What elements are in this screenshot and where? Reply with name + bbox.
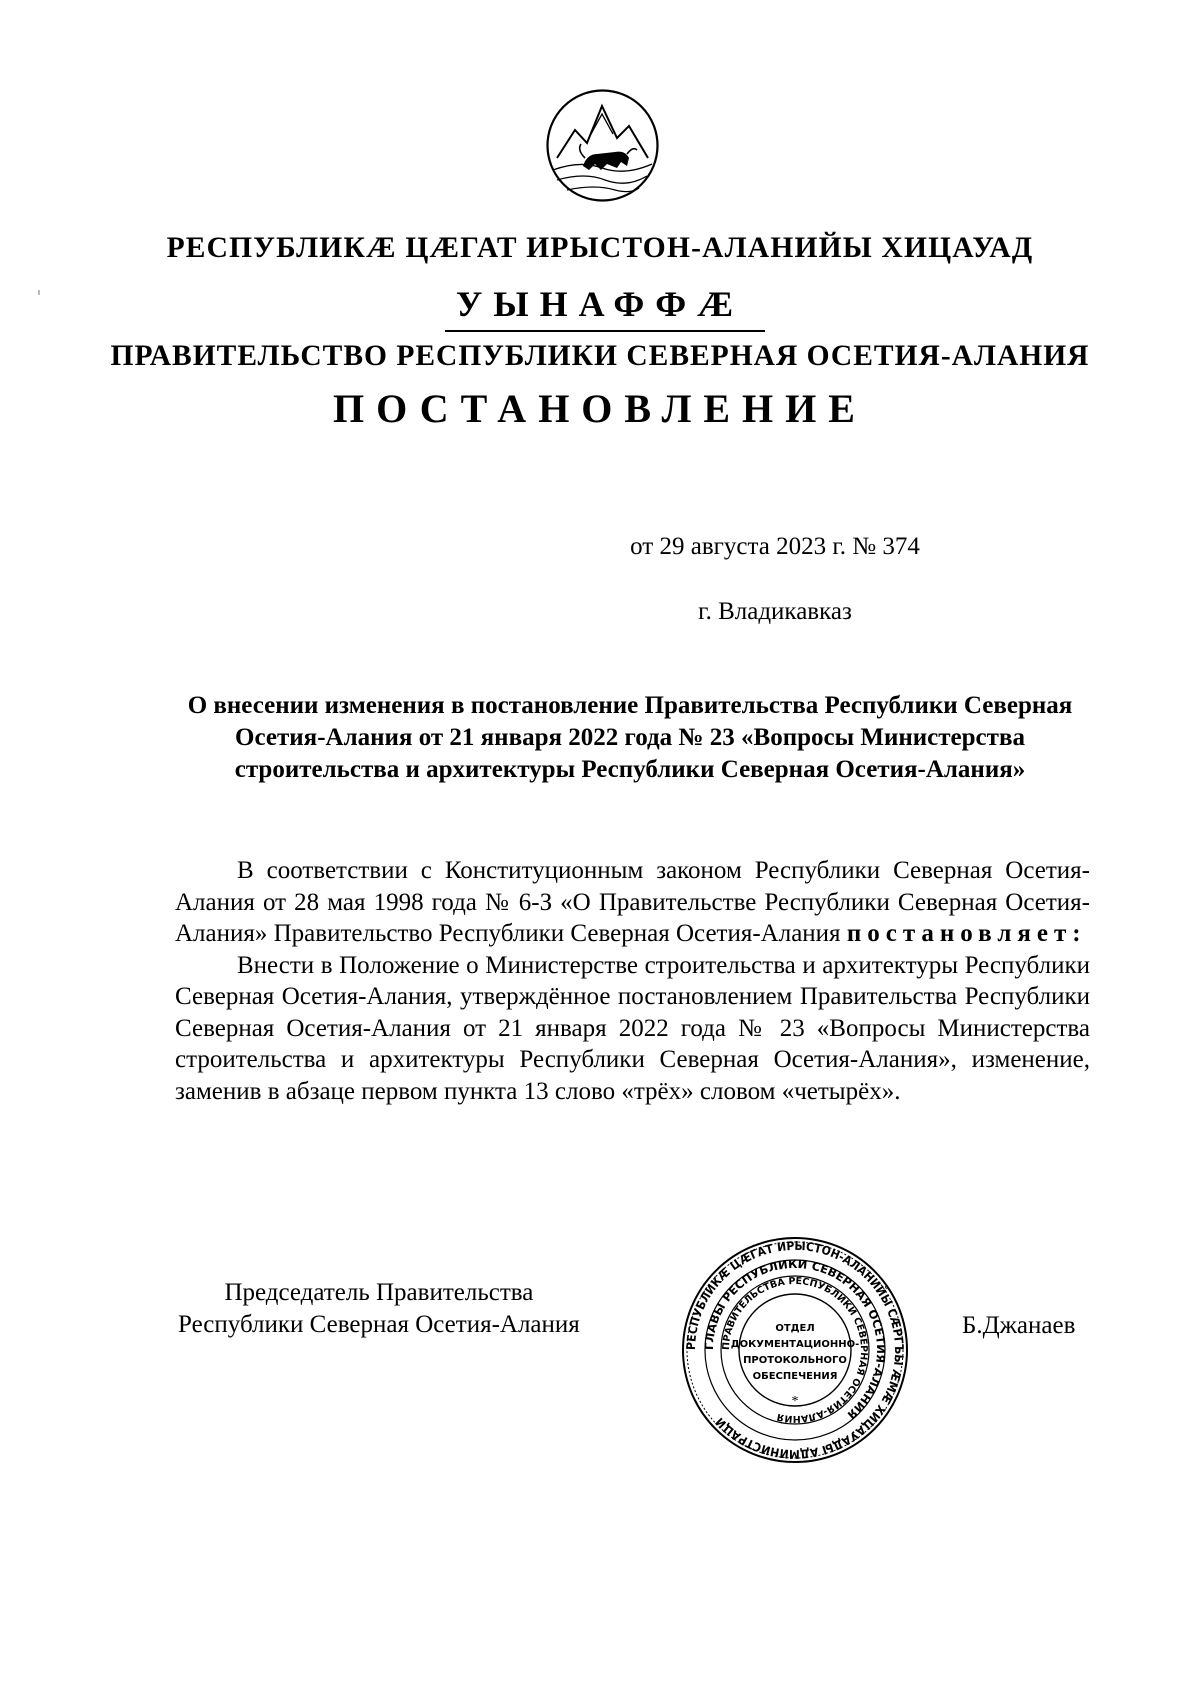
document-subject: О внесении изменения в постановление Правительства Республики Северная Осетия-Алания от 21 января 2022 года № 23 «Вопросы Министерства строительства и архитектуры Республики Северная Осетия-Алания» [187,692,1073,783]
document-date-number: от 29 августа 2023 г. № 374 [630,533,920,560]
coat-of-arms-emblem [545,88,660,203]
ossetian-government-name: РЕСПУБЛИКӔ ЦӔГАТ ИРЫСТОН-АЛАНИЙЫ ХИЦАУАД [166,232,1034,264]
seal-outer-text: РЕСПУБЛИКӔ ЦӔГАТ ИРЫСТОН-АЛАНИЙЫ СӔРГЪЫ ӔМӔ ХИЦАУАДЫ АДМИНИСТРАЦИ [683,1238,907,1462]
seal-star-icon: * [791,1394,799,1409]
seal-center-line-3: ПРОТОКОЛЬНОГО [743,1355,847,1366]
signatory-name: Б.Джанаев [962,1312,1076,1339]
scan-artifact-mark [38,290,40,295]
russian-document-type: ПОСТАНОВЛЕНИЕ [333,386,867,431]
seal-center-line-2: ДОКУМЕНТАЦИОННО- [730,1339,860,1350]
seal-center-line-1: ОТДЕЛ [775,1323,815,1334]
signatory-position-line-2: Республики Северная Осетия-Алания [178,1311,580,1338]
body-paragraph-1 [175,855,1090,950]
title-underline [445,330,765,332]
body-paragraph-2: Внести в Положение о Министерстве строительства и архитектуры Республики Северная Осетия-Алания, утверждённое постановлением Правительства Республики Северная Осетия-Алания от 21 января 2022 года № 23 «Вопросы Министерства строительства и архитектуры Республики Северная Осетия-Алания», изменение, заменив в абзаце первом пункта 13 слово «трёх» словом «четырёх». [175,951,1090,1105]
resolves-keyword: постановляет: [846,920,1087,947]
ossetian-document-type: УЫНАФФӔ [455,284,745,324]
seal-inner-text: ПРАВИТЕЛЬСТВА РЕСПУБЛИКИ СЕВЕРНАЯ ОСЕТИЯ-АЛАНИЯ [720,1275,870,1425]
official-seal-stamp [680,1235,910,1465]
body-paragraph-1-text: В соответствии с Конституционным законом Республики Северная Осетия-Алания от 28 мая 1998 года № 6-З «О Правительстве Республики Северная Осетия-Алания» Правительство Республики Северная Осетия-Алания [175,857,1090,947]
document-city: г. Владикавказ [698,598,852,625]
signatory-position [178,1277,580,1341]
russian-government-name: ПРАВИТЕЛЬСТВО РЕСПУБЛИКИ СЕВЕРНАЯ ОСЕТИЯ-АЛАНИЯ [110,340,1090,372]
signatory-position-line-1: Председатель Правительства [224,1279,534,1306]
seal-center-line-4: ОБЕСПЕЧЕНИЯ [752,1371,838,1382]
seal-middle-text: ГЛАВЫ РЕСПУБЛИКИ СЕВЕРНАЯ ОСЕТИЯ-АЛАНИЯ [701,1256,889,1423]
document-body [175,855,1090,1107]
